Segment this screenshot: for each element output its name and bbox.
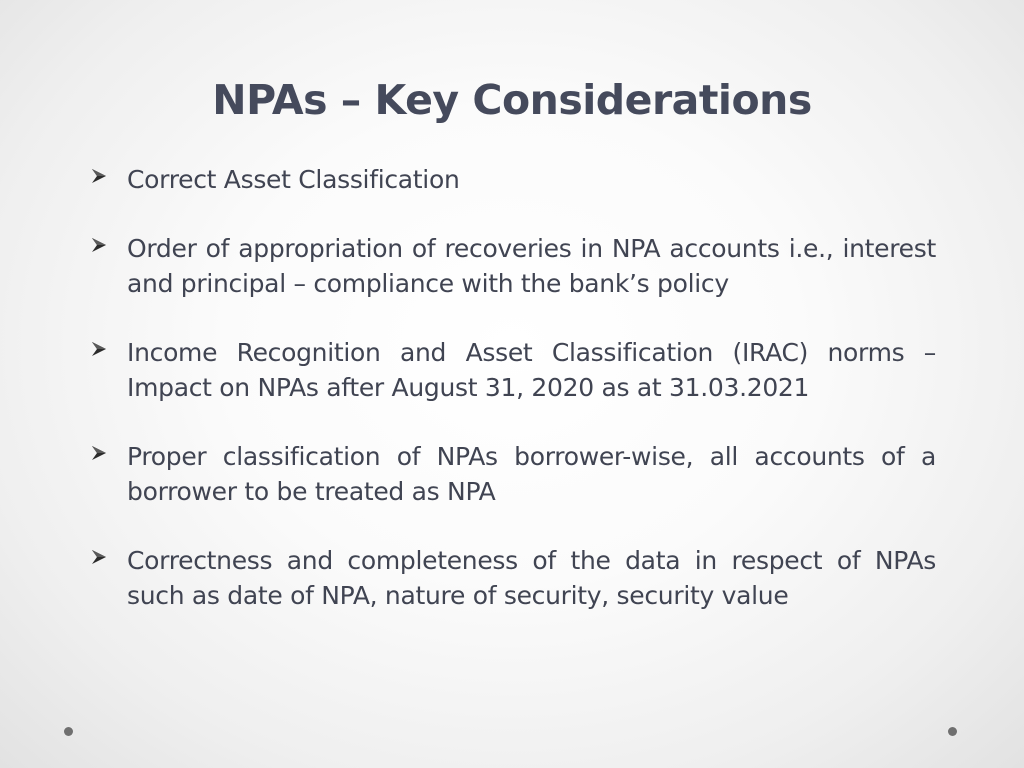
bullet-text: Income Recognition and Asset Classification (IRAC) norms – Impact on NPAs after August 31, 2020 as at 31.03.2021 [127,338,936,402]
slide-title: NPAs – Key Considerations [212,76,812,124]
bullet-item [88,335,936,405]
arrow-bullet-icon [90,548,108,566]
bullet-item [88,162,936,197]
bullet-text: Proper classification of NPAs borrower-wise, all accounts of a borrower to be treated as NPA [127,442,936,506]
bullet-text: Order of appropriation of recoveries in NPA accounts i.e., interest and principal – compliance with the bank’s policy [127,234,936,298]
bullet-item [88,231,936,301]
arrow-bullet-icon [90,236,108,254]
bullet-item [88,543,936,613]
decor-dot-right [948,727,957,736]
bullet-text: Correct Asset Classification [127,165,460,194]
bullet-item [88,439,936,509]
arrow-bullet-icon [90,444,108,462]
bullet-list [88,162,936,647]
arrow-bullet-icon [90,340,108,358]
arrow-bullet-icon [90,167,108,185]
bullet-text: Correctness and completeness of the data in respect of NPAs such as date of NPA, nature of security, security value [127,546,936,610]
decor-dot-left [64,727,73,736]
